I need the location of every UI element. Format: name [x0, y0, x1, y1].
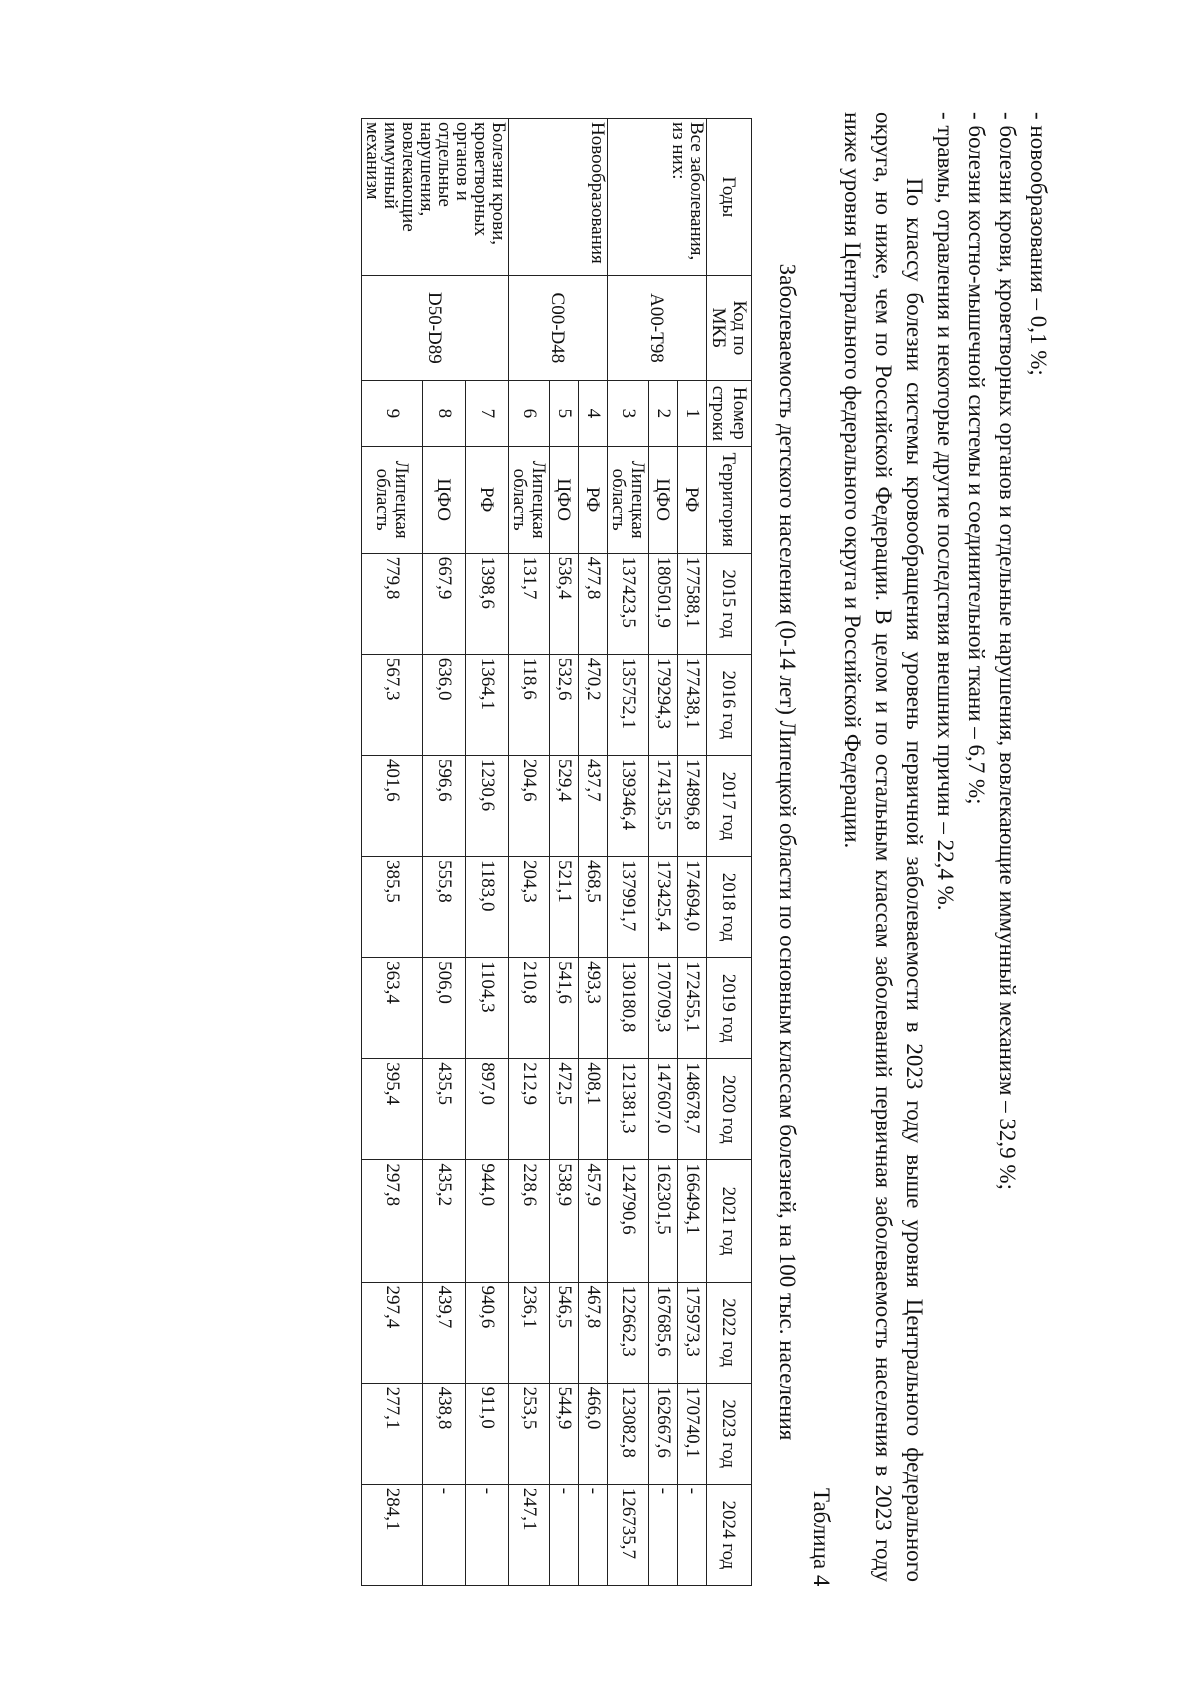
table-cell-value: 435,2 — [422, 1160, 465, 1282]
table-cell-value: 180501,9 — [649, 553, 678, 654]
table-cell-value: 541,6 — [550, 958, 579, 1059]
table-row — [579, 119, 608, 1586]
table-cell-value: 472,5 — [550, 1059, 579, 1160]
table-cell-value: 173425,4 — [649, 856, 678, 957]
table-cell-value: 204,6 — [509, 755, 550, 856]
table-cell-value: 532,6 — [550, 654, 579, 755]
row-number: 6 — [509, 381, 550, 447]
disease-class-name: Болезни крови, кроветворных органов и отдельные нарушения, вовлекающие иммунный механизм — [362, 119, 509, 276]
table-cell-value: 529,4 — [550, 755, 579, 856]
table-cell-value: 521,1 — [550, 856, 579, 957]
table-cell-value: 122662,3 — [608, 1282, 649, 1383]
table-row — [678, 119, 707, 1586]
table-cell-value: 210,8 — [509, 958, 550, 1059]
table-cell-value: 124790,6 — [608, 1160, 649, 1282]
table-cell-value: 135752,1 — [608, 654, 649, 755]
table-cell-value: 212,9 — [509, 1059, 550, 1160]
table-cell-value: 897,0 — [465, 1059, 508, 1160]
table-cell-value: 636,0 — [422, 654, 465, 755]
table-cell-value: 401,6 — [362, 755, 423, 856]
row-number: 8 — [422, 381, 465, 447]
icd-code: D50-D89 — [362, 275, 509, 380]
row-number: 3 — [608, 381, 649, 447]
table-cell-value: 118,6 — [509, 654, 550, 755]
table-cell-value: 172455,1 — [678, 958, 707, 1059]
rotated-document-page — [60, 48, 1140, 1648]
table-cell-value: 477,8 — [579, 553, 608, 654]
table-cell-value: 297,4 — [362, 1282, 423, 1383]
row-number: 4 — [579, 381, 608, 447]
table-cell-value: 174694,0 — [678, 856, 707, 957]
table-cell-value: 177588,1 — [678, 553, 707, 654]
table-cell-value: 467,8 — [579, 1282, 608, 1383]
table-cell-value: 148678,7 — [678, 1059, 707, 1160]
table-cell-value: 126735,7 — [608, 1484, 649, 1585]
header-year: 2021 год — [707, 1160, 752, 1282]
table-cell-value: 247,1 — [509, 1484, 550, 1585]
header-year: 2023 год — [707, 1383, 752, 1484]
table-cell-value: 457,9 — [579, 1160, 608, 1282]
territory: ЦФО — [422, 446, 465, 553]
table-cell-value: 439,7 — [422, 1282, 465, 1383]
table-caption: Заболеваемость детского населения (0-14 лет) Липецкой области по основным классам болезней, на 100 тыс. населения — [775, 263, 800, 1441]
table-cell-value: - — [465, 1484, 508, 1585]
table-cell-value: 174135,5 — [649, 755, 678, 856]
bullet-item: - травмы, отравления и некоторые другие последствия внешних причин – 22,4 %. — [933, 112, 958, 911]
table-cell-value: 179294,3 — [649, 654, 678, 755]
table-cell-value: 911,0 — [465, 1383, 508, 1484]
header-year: 2019 год — [707, 958, 752, 1059]
territory: РФ — [465, 446, 508, 553]
table-cell-value: 204,3 — [509, 856, 550, 957]
header-years: Годы — [707, 119, 752, 276]
body-paragraph: По классу болезни системы кровообращения уровень первичной заболеваемости в 2023 году выше уровня Центрального федерального округа, но ниже, чем по Российской Федерации. В целом и по остальным классам заболеваний первичная заболеваемость населения в 2023 году ниже уровня Центрального федерального округа и Российской Федерации. — [840, 112, 927, 1582]
header-row-number: Номер строки — [707, 381, 752, 447]
row-number: 9 — [362, 381, 423, 447]
header-year: 2020 год — [707, 1059, 752, 1160]
table-cell-value: 147607,0 — [649, 1059, 678, 1160]
row-number: 7 — [465, 381, 508, 447]
table-cell-value: 437,7 — [579, 755, 608, 856]
territory: Липецкая область — [362, 446, 423, 553]
table-cell-value: 277,1 — [362, 1383, 423, 1484]
table-cell-value: 1398,6 — [465, 553, 508, 654]
table-cell-value: 162667,6 — [649, 1383, 678, 1484]
table-cell-value: 408,1 — [579, 1059, 608, 1160]
header-year: 2015 год — [707, 553, 752, 654]
header-year: 2022 год — [707, 1282, 752, 1383]
table-cell-value: 538,9 — [550, 1160, 579, 1282]
header-year: 2016 год — [707, 654, 752, 755]
disease-class-name: Новообразования — [509, 119, 608, 276]
table-cell-value: 139346,4 — [608, 755, 649, 856]
table-cell-value: 170740,1 — [678, 1383, 707, 1484]
territory: Липецкая область — [509, 446, 550, 553]
table-cell-value: 1230,6 — [465, 755, 508, 856]
table-cell-value: 167685,6 — [649, 1282, 678, 1383]
table-cell-value: 121381,3 — [608, 1059, 649, 1160]
table-cell-value: 228,6 — [509, 1160, 550, 1282]
icd-code: C00-D48 — [509, 275, 608, 380]
table-header-row — [707, 119, 752, 1586]
table-cell-value: 506,0 — [422, 958, 465, 1059]
table-cell-value: 438,8 — [422, 1383, 465, 1484]
table-cell-value: 544,9 — [550, 1383, 579, 1484]
table-cell-value: 667,9 — [422, 553, 465, 654]
table-cell-value: 1183,0 — [465, 856, 508, 957]
table-cell-value: 596,6 — [422, 755, 465, 856]
table-label: Таблица 4 — [809, 1488, 834, 1587]
table-cell-value: 536,4 — [550, 553, 579, 654]
table-cell-value: 395,4 — [362, 1059, 423, 1160]
table-cell-value: 493,3 — [579, 958, 608, 1059]
header-year: 2024 год — [707, 1484, 752, 1585]
morbidity-table — [361, 118, 752, 1586]
table-cell-value: 123082,8 — [608, 1383, 649, 1484]
table-cell-value: 779,8 — [362, 553, 423, 654]
table-cell-value: 944,0 — [465, 1160, 508, 1282]
table-cell-value: 137991,7 — [608, 856, 649, 957]
table-cell-value: - — [678, 1484, 707, 1585]
table-cell-value: 470,2 — [579, 654, 608, 755]
table-cell-value: 174896,8 — [678, 755, 707, 856]
table-cell-value: - — [649, 1484, 678, 1585]
table-cell-value: 170709,3 — [649, 958, 678, 1059]
table-cell-value: 385,5 — [362, 856, 423, 957]
table-cell-value: 555,8 — [422, 856, 465, 957]
table-cell-value: 1364,1 — [465, 654, 508, 755]
table-body — [362, 119, 707, 1586]
row-number: 1 — [678, 381, 707, 447]
table-cell-value: 284,1 — [362, 1484, 423, 1585]
table-cell-value: - — [579, 1484, 608, 1585]
table-cell-value: 137423,5 — [608, 553, 649, 654]
table-cell-value: - — [550, 1484, 579, 1585]
table-cell-value: 468,5 — [579, 856, 608, 957]
disease-class-name: Все заболевания, из них: — [608, 119, 707, 276]
header-year: 2017 год — [707, 755, 752, 856]
table-cell-value: 546,5 — [550, 1282, 579, 1383]
territory: Липецкая область — [608, 446, 649, 553]
territory: ЦФО — [649, 446, 678, 553]
table-row — [465, 119, 508, 1586]
territory: РФ — [579, 446, 608, 553]
row-number: 2 — [649, 381, 678, 447]
bullet-item: - болезни костно-мышечной системы и соединительной ткани – 6,7 %; — [964, 112, 989, 805]
table-cell-value: 567,3 — [362, 654, 423, 755]
table-cell-value: 940,6 — [465, 1282, 508, 1383]
table-cell-value: 130180,8 — [608, 958, 649, 1059]
icd-code: A00-T98 — [608, 275, 707, 380]
table-cell-value: 363,4 — [362, 958, 423, 1059]
header-territory: Территория — [707, 446, 752, 553]
table-cell-value: - — [422, 1484, 465, 1585]
bullet-list — [930, 112, 1054, 1592]
table-cell-value: 131,7 — [509, 553, 550, 654]
bullet-item: - болезни крови, кроветворных органов и отдельные нарушения, вовлекающие иммунный механизм – 32,9 %; — [995, 112, 1020, 1190]
table-cell-value: 435,5 — [422, 1059, 465, 1160]
table-cell-value: 253,5 — [509, 1383, 550, 1484]
table-cell-value: 177438,1 — [678, 654, 707, 755]
table-cell-value: 236,1 — [509, 1282, 550, 1383]
table-cell-value: 297,8 — [362, 1160, 423, 1282]
header-icd-code: Код по МКБ — [707, 275, 752, 380]
header-year: 2018 год — [707, 856, 752, 957]
table-cell-value: 175973,3 — [678, 1282, 707, 1383]
table-cell-value: 162301,5 — [649, 1160, 678, 1282]
table-cell-value: 166494,1 — [678, 1160, 707, 1282]
row-number: 5 — [550, 381, 579, 447]
table-cell-value: 1104,3 — [465, 958, 508, 1059]
bullet-item: - новообразования – 0,1 %; — [1026, 112, 1051, 376]
table-cell-value: 466,0 — [579, 1383, 608, 1484]
territory: ЦФО — [550, 446, 579, 553]
territory: РФ — [678, 446, 707, 553]
